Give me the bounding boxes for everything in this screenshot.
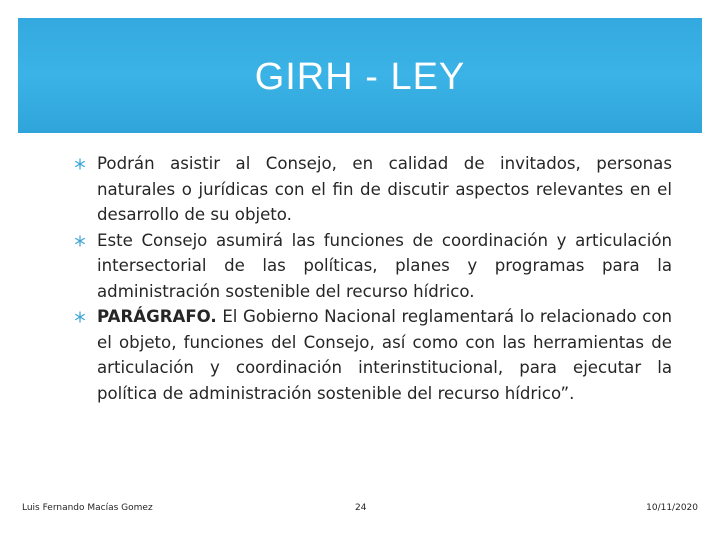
bullet-item [74, 228, 672, 305]
footer-author: Luis Fernando Macías Gomez [22, 503, 153, 513]
asterisk-icon [74, 158, 86, 170]
bullet-bold-text: PARÁGRAFO. [97, 307, 217, 326]
title-banner [18, 18, 702, 133]
asterisk-icon [74, 235, 86, 247]
footer-page-number: 24 [355, 503, 367, 513]
bullet-text: Podrán asistir al Consejo, en calidad de invitados, personas naturales o jurídicas con el fin de discutir aspectos relevantes en el desarrollo de su objeto. [97, 154, 672, 224]
bullet-item [74, 151, 672, 228]
bullet-item [74, 304, 672, 406]
bullet-list [74, 151, 672, 406]
asterisk-icon [74, 311, 86, 323]
slide-title: GIRH - LEY [254, 56, 466, 98]
bullet-text: Este Consejo asumirá las funciones de coordinación y articulación intersectorial de las políticas, planes y programas para la administración sostenible del recurso hídrico. [97, 230, 672, 301]
bullet-text: El Gobierno Nacional reglamentará lo relacionado con el objeto, funciones del Consejo, así como con las herramientas de articulación y coordinación interinstitucional, para ejecutar la política de administración sostenible del recurso hídrico”. [97, 307, 672, 403]
footer-date: 10/11/2020 [646, 503, 698, 513]
